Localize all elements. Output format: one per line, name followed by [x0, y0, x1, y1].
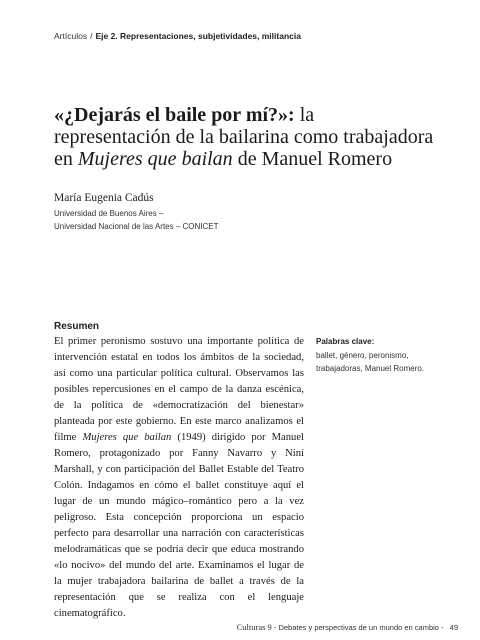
section-label: Artículos [54, 31, 88, 41]
keywords-text: ballet, género, peronismo, trabajadoras, Manuel Romero. [316, 351, 425, 373]
affiliation-line-2: Universidad Nacional de las Artes – CONICET [54, 222, 219, 231]
title-part-2: de Manuel Romero [232, 148, 393, 170]
title-part-1: la representación de la bailarina como trabajadora en [54, 104, 434, 170]
axis-label: Eje 2. Representaciones, subjetividades, militancia [95, 31, 301, 41]
article-title [54, 104, 434, 170]
title-film: Mujeres que bailan [77, 148, 233, 170]
journal-name: Culturas 9 [236, 622, 272, 632]
abstract-text [54, 334, 304, 622]
header-separator: / [90, 31, 93, 41]
keywords-heading: Palabras clave: [316, 337, 375, 346]
affiliation-line-1: Universidad de Buenos Aires – [54, 209, 164, 218]
running-header [54, 31, 454, 41]
abstract-film: Mujeres que bailan [82, 432, 172, 443]
abstract-heading: Resumen [54, 321, 100, 332]
abstract-part-2: (1949) dirigido por Manuel Romero, protagonizado por Fanny Navarro y Niní Marshall, y con participación del Ballet Estable del Teatro Colón. Indagamos en cómo el ballet constituye aquí el lugar de un mundo mágico–romántico pero a la vez peligroso. Esta concepción proporciona un espacio perfecto para desarrollar una narración con características melodramáticas que se podría decir que educa mostrando «lo nocivo» del mundo del arte. Examinamos el lugar de la mujer trabajadora bailarina de ballet a través de la representación que se realiza con el lenguaje cinematográfico. [54, 432, 304, 619]
page-number: 49 [449, 623, 458, 632]
abstract-part-1: El primer peronismo sostuvo una importante política de intervención estatal en todos los ámbitos de la sociedad, así como una particular política cultural. Observamos las posibles repercusiones en el campo de la danza escénica, de la política de «democratización del bienestar» planteada por este gobierno. En este marco analizamos el filme [54, 336, 304, 443]
footer-separator: - [438, 623, 446, 632]
page-footer [237, 622, 458, 632]
journal-subtitle: - Debates y perspectivas de un mundo en cambio [271, 623, 439, 632]
author-name: María Eugenia Cadús [54, 192, 154, 204]
title-quote: «¿Dejarás el baile por mí?»: [54, 104, 295, 126]
